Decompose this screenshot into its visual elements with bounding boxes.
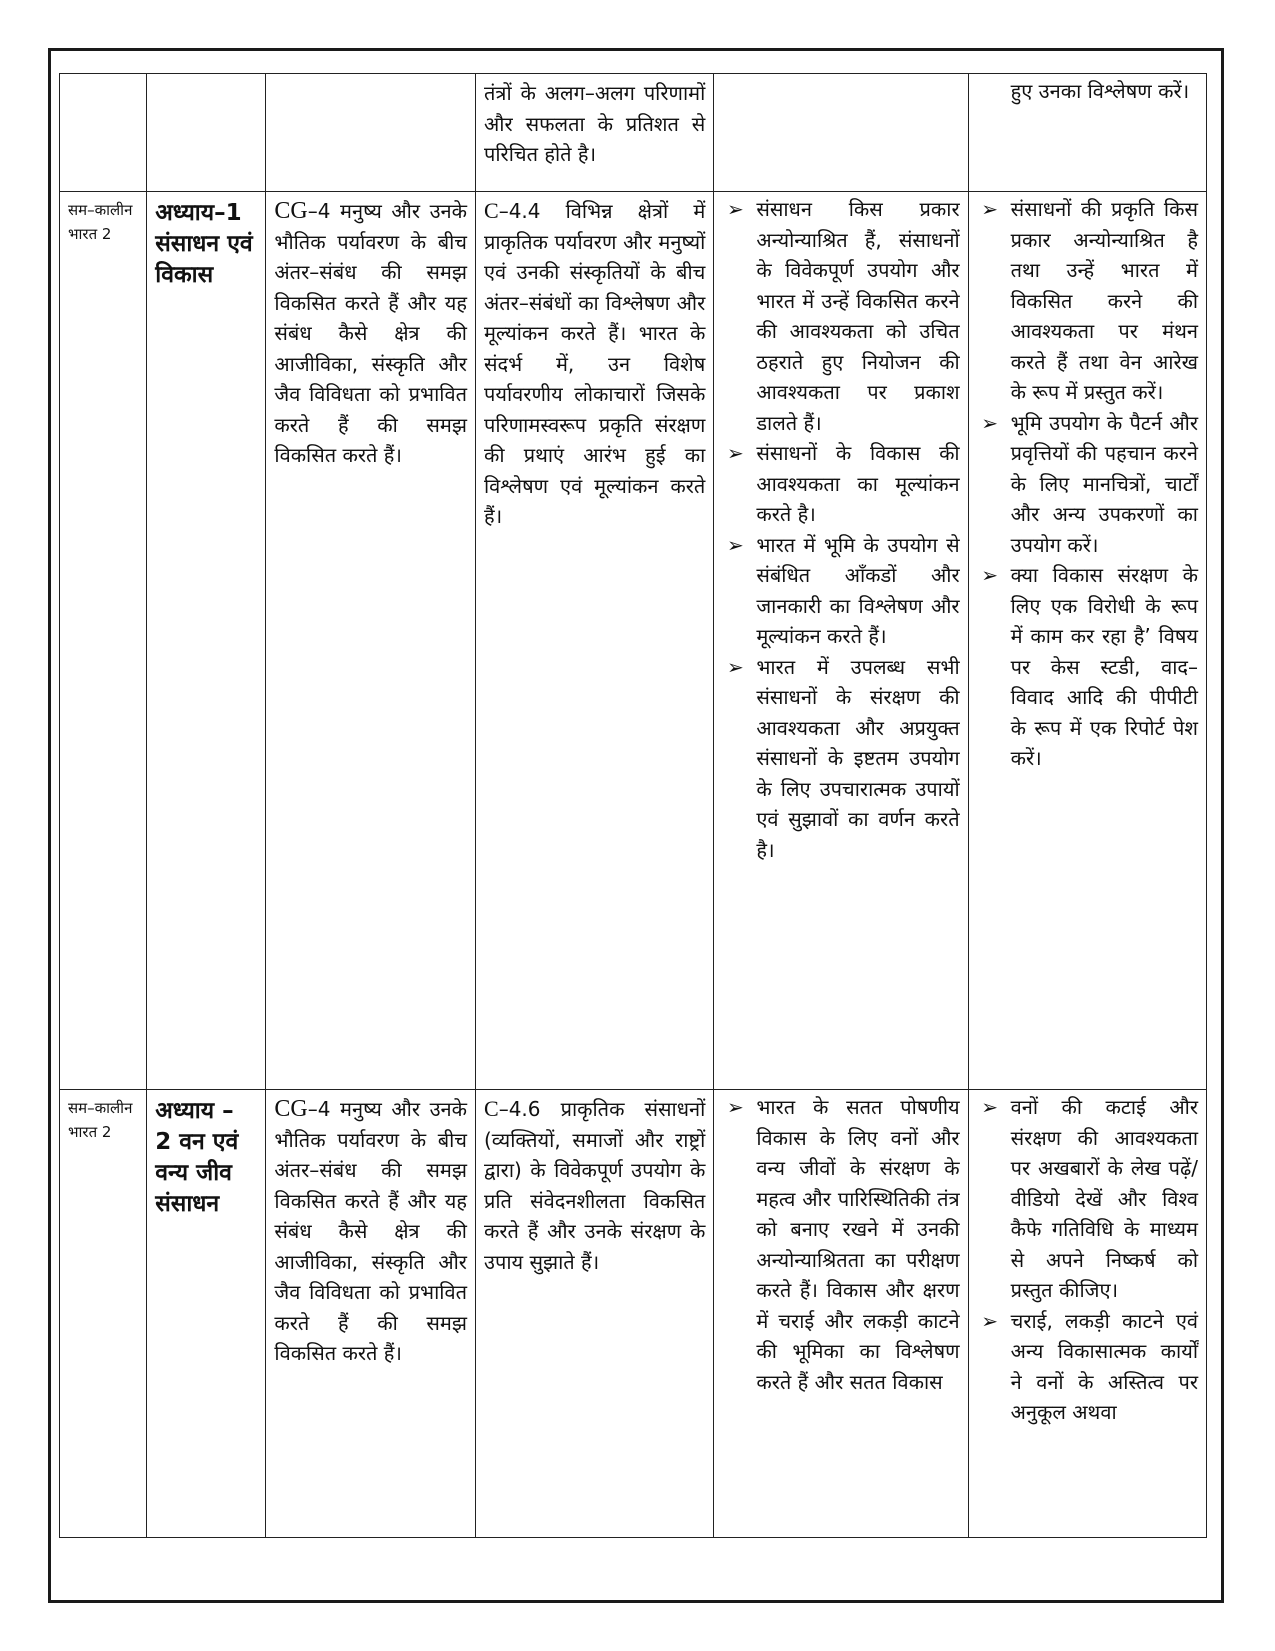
arrow-bullet-icon: ➢ [981,197,998,221]
arrow-bullet-icon: ➢ [726,441,744,465]
competency-cell [476,74,714,192]
chapter-cell: अध्याय–1 संसाधन एवं विकास [147,192,266,1090]
list-item-text: भारत में उपलब्ध सभी संसाधनों के संरक्षण की आवश्यकता और अप्रयुक्त संसाधनों के इष्टतम उपयोग के लिए उपचारात्मक उपायों एवं सुझावों का वर्णन करते है। [756,654,960,862]
table-row [60,192,1207,1090]
activities-text: हुए उनका विश्लेषण करें। [1010,79,1190,103]
learning-outcomes-cell [714,192,968,1090]
list-item-text: क्या विकास संरक्षण के लिए एक विरोधी के रूप में काम कर रहा है’ विषय पर केस स्टडी, वाद–विवाद आदि की पीपीटी के रूप में एक रिपोर्ट पेश करें। [1010,563,1198,770]
list-item [722,438,959,530]
competency-text: तंत्रों के अलग–अलग परिणामों और सफलता के प्रतिशत से परिचित होते है। [484,81,706,166]
list-item [977,194,1198,408]
activities-list [977,194,1198,774]
activities-cell [968,74,1206,192]
book-cell [60,74,147,192]
curricular-goal-cell [266,74,476,192]
arrow-bullet-icon: ➢ [981,410,998,435]
learning-outcomes-list [722,194,959,865]
competency-text: –4.4 विभिन्न क्षेत्रों में प्राकृतिक पर्यावरण और मनुष्यों एवं उनकी संस्कृतियों के बीच अंतर–संबंधों का विश्लेषण और मूल्यांकन करते हैं। भारत के संदर्भ में, उन विशेष पर्यावरणीय लोकाचारों जिसके परिणामस्वरूप प्रकृति संरक्षण की प्रथाएं आरंभ हुई का विश्लेषण एवं मूल्यांकन करते हैं। [484,199,706,528]
activities-cell [968,192,1206,1090]
competency-code: C [484,1096,499,1121]
list-item-text: भारत में भूमि के उपयोग से संबंधित आँकडों और जानकारी का विश्लेषण और मूल्यांकन करते हैं। [756,532,960,648]
chapter-cell [147,74,266,192]
list-item [722,1092,959,1397]
list-item-text: चराई, लकड़ी काटने एवं अन्य विकासात्मक कार्यों ने वनों के अस्तित्व पर अनुकूल अथवा [1010,1308,1198,1424]
curricular-goal-text: –4 मनुष्य और उनके भौतिक पर्यावरण के बीच अंतर–संबंध की समझ विकसित करते हैं और यह संबंध कैसे क्षेत्र की आजीविका, संस्कृति और जैव विविधता को प्रभावित करते हैं की समझ विकसित करते हैं। [274,1097,467,1365]
curricular-goal-code: CG [274,1096,308,1122]
table-row [60,74,1207,192]
list-item [722,530,959,652]
curricular-goal-cell [266,192,476,1090]
list-item [977,408,1198,561]
arrow-bullet-icon: ➢ [981,1308,998,1333]
activities-cell [968,1090,1206,1538]
arrow-bullet-icon: ➢ [726,1095,744,1119]
learning-outcomes-cell [714,74,968,192]
list-item [977,1306,1198,1428]
chapter-cell: अध्याय – 2 वन एवं वन्य जीव संसाधन [147,1090,266,1538]
list-item-text: संसाधनों की प्रकृति किस प्रकार अन्योन्याश्रित है तथा उन्हें भारत में विकसित करने की आवश्यकता पर मंथन करते हैं तथा वेन आरेख के रूप में प्रस्तुत करें। [1010,197,1198,404]
competency-cell [476,192,714,1090]
curriculum-table [59,73,1207,1538]
arrow-bullet-icon: ➢ [726,532,744,557]
curricular-goal-code: CG [274,198,308,224]
arrow-bullet-icon: ➢ [726,654,744,679]
book-cell: सम–कालीन भारत 2 [60,192,147,1090]
list-item-text: भूमि उपयोग के पैटर्न और प्रवृत्तियों की पहचान करने के लिए मानचित्रों, चार्टों और अन्य उपकरणों का उपयोग करें। [1010,410,1198,557]
competency-text: –4.6 प्राकृतिक संसाधनों (व्यक्तियों, समाजों और राष्ट्रों द्वारा) के विवेकपूर्ण उपयोग के प्रति संवेदनशीलता विकसित करते हैं और उनके संरक्षण के उपाय सुझाते हैं। [484,1097,706,1274]
book-cell: सम–कालीन भारत 2 [60,1090,147,1538]
list-item [722,652,959,866]
competency-cell [476,1090,714,1538]
list-item [977,1092,1198,1306]
list-item [722,194,959,438]
list-item-text: भारत के सतत पोषणीय विकास के लिए वनों और वन्य जीवों के संरक्षण के महत्व और पारिस्थितिकी तंत्र को बनाए रखने में उनकी अन्योन्याश्रितता का परीक्षण करते हैं। विकास और क्षरण में चराई और लकड़ी काटने की भूमिका का विश्लेषण करते हैं और सतत विकास [756,1095,960,1394]
list-item-text: संसाधन किस प्रकार अन्योन्याश्रित हैं, संसाधनों के विवेकपूर्ण उपयोग और भारत में उन्हें विकसित करने की आवश्यकता को उचित ठहराते हुए नियोजन की आवश्यकता पर प्रकाश डालते हैं। [756,197,960,435]
curricular-goal-text: –4 मनुष्य और उनके भौतिक पर्यावरण के बीच अंतर–संबंध की समझ विकसित करते हैं और यह संबंध कैसे क्षेत्र की आजीविका, संस्कृति और जैव विविधता को प्रभावित करते हैं की समझ विकसित करते हैं। [274,199,467,467]
activities-list [977,1092,1198,1428]
list-item-text: वनों की कटाई और संरक्षण की आवश्यकता पर अखबारों के लेख पढ़ें/वीडियो देखें और विश्व कैफे गतिविधि के माध्यम से अपने निष्कर्ष को प्रस्तुत कीजिए। [1010,1095,1198,1302]
arrow-bullet-icon: ➢ [981,563,998,587]
competency-code: C [484,198,499,223]
list-item [977,560,1198,774]
curricular-goal-cell [266,1090,476,1538]
learning-outcomes-cell [714,1090,968,1538]
learning-outcomes-list [722,1092,959,1397]
table-row [60,1090,1207,1538]
list-item-text: संसाधनों के विकास की आवश्यकता का मूल्यांकन करते है। [756,441,960,526]
arrow-bullet-icon: ➢ [981,1095,998,1119]
arrow-bullet-icon: ➢ [726,197,744,221]
